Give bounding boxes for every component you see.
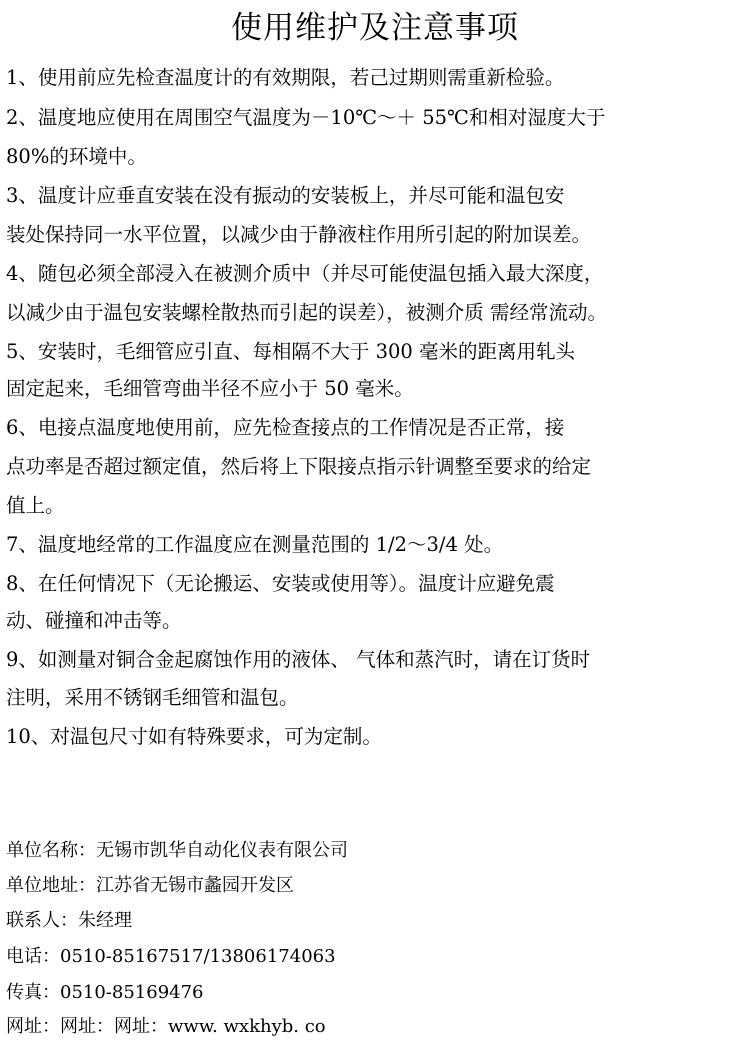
fax-number: 传真：0510-85169476 [6, 982, 204, 1003]
company-name: 单位名称：无锡市凯华自动化仪表有限公司 [6, 840, 348, 861]
instruction-line: 2、温度地应使用在周围空气温度为－10℃～＋ 55℃和相对湿度大于 [6, 106, 606, 129]
website: 网址：网址：网址：www. wxkhyb. co [6, 1016, 326, 1037]
instruction-line: 注明，采用不锈钢毛细管和温包。 [6, 686, 299, 709]
instruction-line: 10、对温包尺寸如有特殊要求，可为定制。 [6, 725, 382, 748]
instruction-line: 5、安装时，毛细管应引直、每相隔不大于 300 毫米的距离用轧头 [6, 340, 576, 363]
instruction-line: 固定起来，毛细管弯曲半径不应小于 50 毫米。 [6, 377, 414, 400]
contact-person: 联系人：朱经理 [6, 910, 132, 931]
company-address: 单位地址：江苏省无锡市蠡园开发区 [6, 875, 294, 896]
instruction-line: 以减少由于温包安装螺栓散热而引起的误差），被测介质 需经常流动。 [6, 301, 607, 324]
instruction-line: 6、电接点温度地使用前，应先检查接点的工作情况是否正常，接 [6, 416, 565, 439]
instruction-line: 8、在任何情况下（无论搬运、安装或使用等）。温度计应避免震 [6, 572, 555, 595]
instruction-line: 9、如测量对铜合金起腐蚀作用的液体、 气体和蒸汽时，请在订货时 [6, 648, 591, 671]
instruction-line: 80%的环境中。 [6, 145, 147, 168]
instruction-line: 值上。 [6, 494, 65, 517]
instruction-line: 4、随包必须全部浸入在被测介质中（并尽可能使温包插入最大深度， [6, 262, 604, 285]
instruction-line: 点功率是否超过额定值，然后将上下限接点指示针调整至要求的给定 [6, 455, 592, 478]
instruction-line: 3、温度计应垂直安装在没有振动的安装板上，并尽可能和温包安 [6, 184, 565, 207]
instruction-line: 动、碰撞和冲击等。 [6, 609, 182, 632]
instruction-line: 1、使用前应先检查温度计的有效期限，若己过期则需重新检验。 [6, 66, 565, 89]
instruction-line: 装处保持同一水平位置，以减少由于静液柱作用所引起的附加误差。 [6, 223, 592, 246]
page-title: 使用维护及注意事项 [231, 10, 519, 46]
phone-number: 电话：0510-85167517/13806174063 [6, 946, 336, 967]
instruction-line: 7、温度地经常的工作温度应在测量范围的 1/2～3/4 处。 [6, 533, 504, 556]
